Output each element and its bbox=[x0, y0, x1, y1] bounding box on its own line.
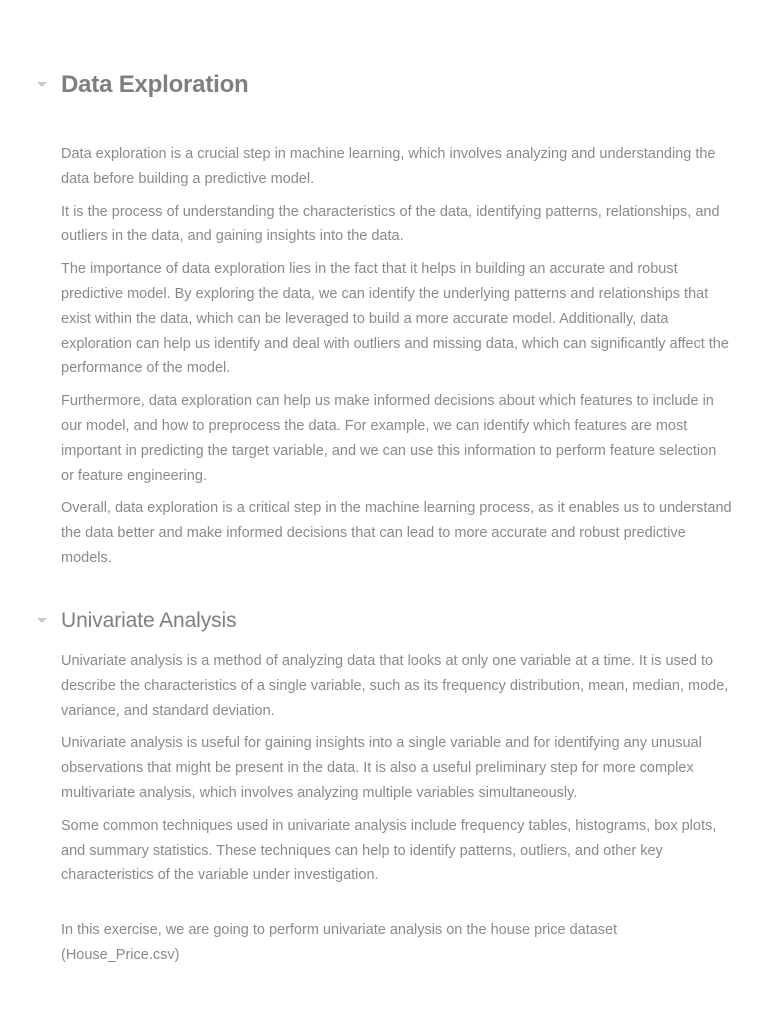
exercise-paragraph: In this exercise, we are going to perform univariate analysis on the house price dataset (House_Price.csv) bbox=[61, 922, 618, 963]
section-title: Data Exploration bbox=[61, 71, 249, 98]
section-header bbox=[0, 65, 768, 105]
section-data-exploration bbox=[0, 65, 768, 566]
section-body bbox=[61, 649, 733, 976]
paragraph: It is the process of understanding the characteristics of the data, identifying patterns, relationships, and outliers in the data, and gaining insights into the data. bbox=[61, 203, 720, 245]
paragraph: Furthermore, data exploration can help us make informed decisions about which features to include in our model, and how to preprocess the data. For example, we can identify which features are most important in predicting the target variable, and we can use this information to perform feature selection or feature engineering. bbox=[61, 393, 717, 484]
paragraph: Overall, data exploration is a critical step in the machine learning process, as it enables us to understand the data better and make informed decisions that can lead to more accurate and robust predictive models. bbox=[61, 500, 732, 566]
section-univariate-analysis bbox=[0, 601, 768, 963]
paragraph: Univariate analysis is useful for gaining insights into a single variable and for identifying any unusual observations that might be present in the data. It is also a useful preliminary step for more complex multivariate analysis, which involves analyzing multiple variables simultaneously. bbox=[61, 735, 702, 801]
paragraph: The importance of data exploration lies in the fact that it helps in building an accurate and robust predictive model. By exploring the data, we can identify the underlying patterns and relationships that exist within the data, which can be leveraged to build a more accurate model. Additionally, data exploration can help us identify and deal with outliers and missing data, which can significantly affect the performance of the model. bbox=[61, 261, 729, 377]
section-title: Univariate Analysis bbox=[61, 609, 237, 632]
paragraph: Some common techniques used in univariate analysis include frequency tables, histograms, box plots, and summary statistics. These techniques can help to identify patterns, outliers, and other key characteristics of the variable under investigation. bbox=[61, 817, 717, 884]
paragraph: Univariate analysis is a method of analyzing data that looks at only one variable at a time. It is used to describe the characteristics of a single variable, such as its frequency distribution, mean, median, mode, variance, and standard deviation. bbox=[61, 653, 729, 719]
section-header bbox=[0, 601, 768, 641]
paragraph: Data exploration is a crucial step in machine learning, which involves analyzing and understanding the data before building a predictive model. bbox=[61, 146, 716, 187]
section-body bbox=[61, 142, 733, 579]
caret-down-icon[interactable] bbox=[37, 618, 47, 623]
caret-down-icon[interactable] bbox=[37, 82, 47, 87]
spacer bbox=[61, 896, 733, 918]
